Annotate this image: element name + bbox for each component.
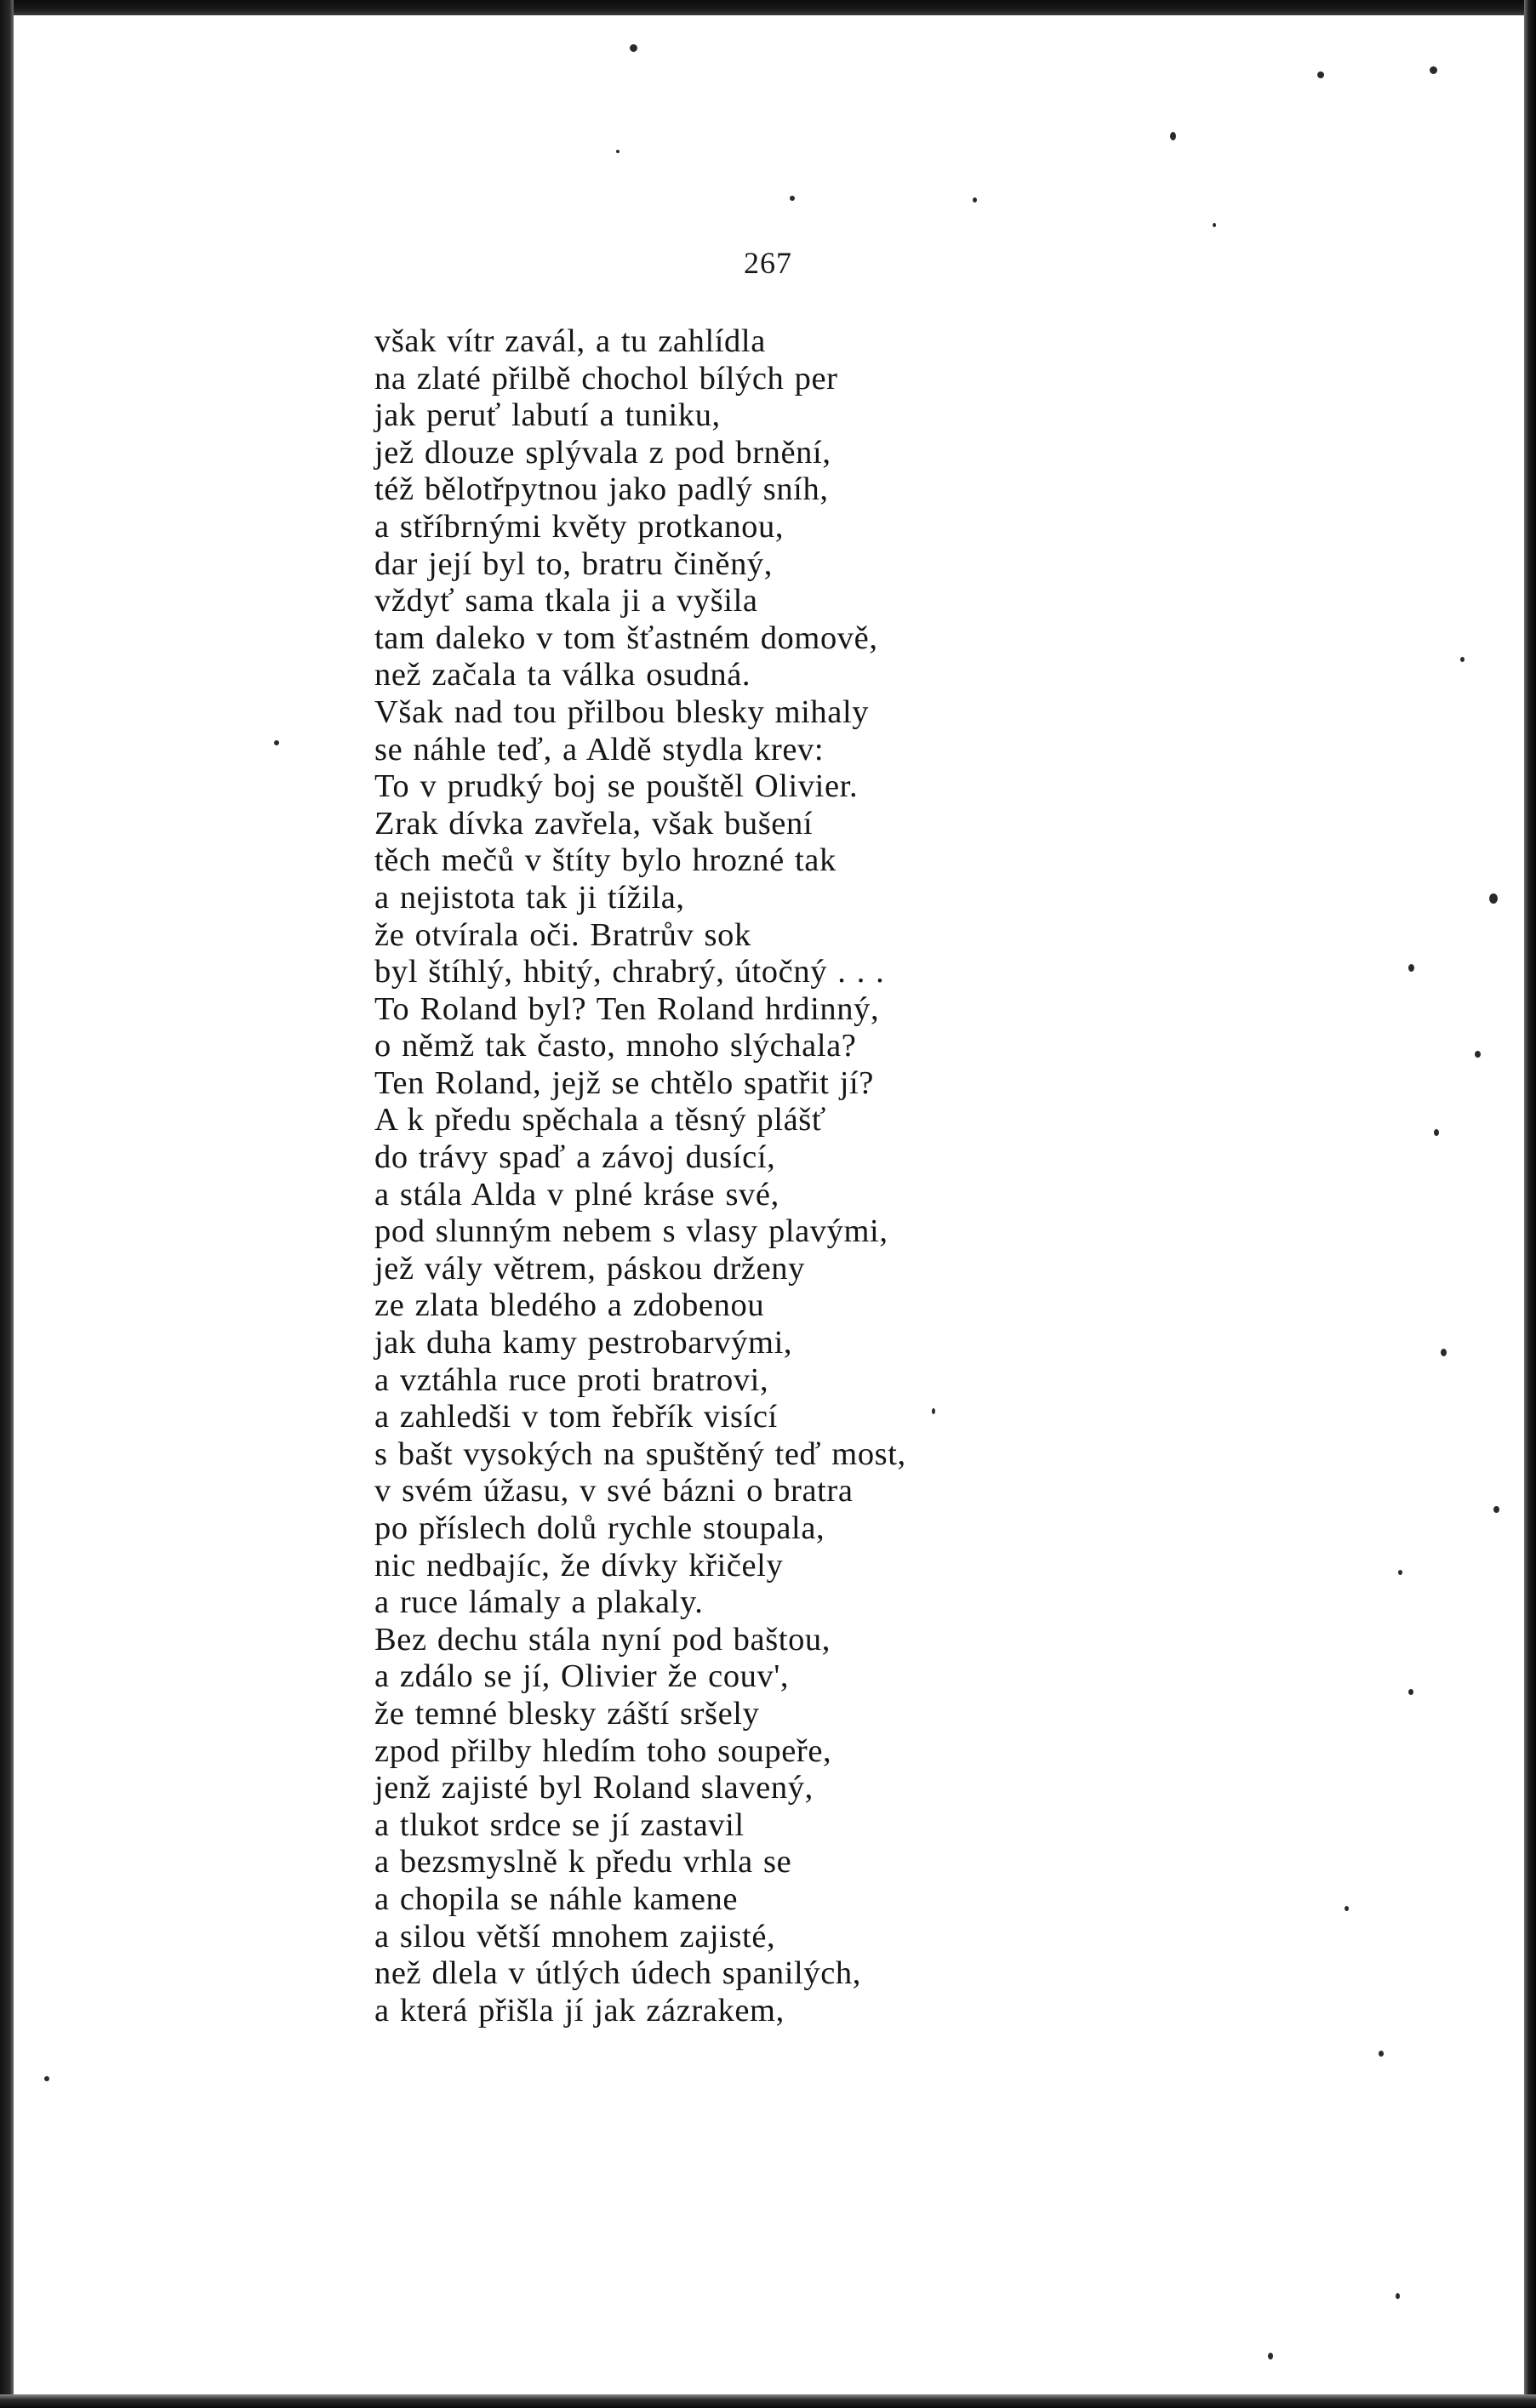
scan-border-right [1524,0,1536,2408]
poem-line: a tlukot srdce se jí zastavil [374,1806,745,1843]
dust-speck [1396,2293,1400,2299]
poem-line: To Roland byl? Ten Roland hrdinný, [374,990,880,1027]
dust-speck [1170,132,1176,140]
poem-line: však vítr zavál, a tu zahlídla [374,323,766,359]
poem-line: Zrak dívka zavřela, však bušení [374,805,814,842]
poem-line: ze zlata bledého a zdobenou [374,1287,765,1324]
poem-line: To v prudký boj se pouštěl Olivier. [374,768,859,805]
dust-speck [1398,1570,1402,1575]
poem-line: a nejistota tak ji tížila, [374,879,685,916]
poem-line: Bez dechu stála nyní pod baštou, [374,1621,831,1658]
dust-speck [1408,964,1414,972]
poem-line: a zdálo se jí, Olivier že couv', [374,1658,790,1695]
dust-speck [1441,1349,1447,1356]
poem-line: a bezsmyslně k předu vrhla se [374,1844,792,1880]
poem-line: a vztáhla ruce proti bratrovi, [374,1361,769,1398]
poem-line: jenž zajisté byl Roland slavený, [374,1770,814,1806]
dust-speck [790,196,795,201]
poem-line: jak peruť labutí a tuniku, [374,397,721,434]
poem-line: že temné blesky záští sršely [374,1695,760,1732]
dust-speck [1379,2051,1384,2057]
poem-line: byl štíhlý, hbitý, chrabrý, útočný . . . [374,954,885,990]
dust-speck [1213,223,1216,227]
poem-line: Ten Roland, jejž se chtělo spatřit jí? [374,1064,874,1101]
poem-line: a chopila se náhle kamene [374,1880,739,1917]
poem-line: A k předu spěchala a těsný plášť [374,1102,826,1138]
poem-line: pod slunným nebem s vlasy plavými, [374,1213,888,1250]
dust-speck [1475,1051,1481,1058]
dust-speck [274,740,279,745]
scan-border-left [0,0,14,2408]
scan-border-bottom [0,2394,1536,2408]
dust-speck [1489,893,1498,904]
dust-speck [1408,1689,1413,1695]
poem-line: v svém úžasu, v své bázni o bratra [374,1473,854,1509]
dust-speck [1460,657,1465,662]
poem-line: a stříbrnými květy protkanou, [374,508,785,545]
poem-line: než dlela v útlých údech spanilých, [374,1955,861,1992]
poem-text [374,323,1481,2029]
poem-line: vždyť sama tkala ji a vyšila [374,583,758,619]
poem-line: a která přišla jí jak zázrakem, [374,1992,785,2029]
dust-speck [1317,71,1324,78]
poem-line: též bělotřpytnou jako padlý sníh, [374,471,829,508]
page-number-text: 267 [744,246,792,280]
poem-line: těch mečů v štíty bylo hrozné tak [374,842,837,879]
poem-line: tam daleko v tom šťastném domově, [374,619,878,656]
dust-speck [1430,66,1437,74]
poem-line: a ruce lámaly a plakaly. [374,1584,704,1621]
poem-line: nic nedbajíc, že dívky křičely [374,1547,784,1583]
poem-line: jež vály větrem, páskou drženy [374,1250,805,1287]
poem-line: do trávy spaď a závoj dusící, [374,1139,776,1176]
poem-line: se náhle teď, a Aldě stydla krev: [374,731,825,767]
poem-line: než začala ta válka osudná. [374,657,751,693]
dust-speck [1345,1906,1349,1911]
dust-speck [973,197,977,203]
dust-speck [616,150,620,153]
poem-line: dar její byl to, bratru činěný, [374,545,774,582]
dust-speck [1493,1506,1499,1513]
scan-border-top [0,0,1536,15]
dust-speck [1434,1129,1439,1136]
poem-line: že otvírala oči. Bratrův sok [374,916,751,953]
page-number [0,245,1536,281]
poem-line: Však nad tou přilbou blesky mihaly [374,693,870,730]
dust-speck [932,1408,935,1414]
poem-line: jak duha kamy pestrobarvými, [374,1325,793,1361]
dust-speck [630,44,637,52]
dust-speck [44,2076,49,2081]
poem-line: zpod přilby hledím toho soupeře, [374,1732,832,1769]
poem-line: o němž tak často, mnoho slýchala? [374,1028,857,1064]
poem-line: a silou větší mnohem zajisté, [374,1918,776,1954]
poem-line: jež dlouze splývala z pod brnění, [374,434,831,471]
poem-line: a zahledši v tom řebřík visící [374,1399,778,1435]
poem-line: po příslech dolů rychle stoupala, [374,1510,825,1546]
dust-speck [1268,2353,1273,2359]
poem-line: na zlaté přilbě chochol bílých per [374,360,838,397]
poem-line: a stála Alda v plné kráse své, [374,1176,779,1213]
poem-line: s bašt vysokých na spuštěný teď most, [374,1435,906,1472]
